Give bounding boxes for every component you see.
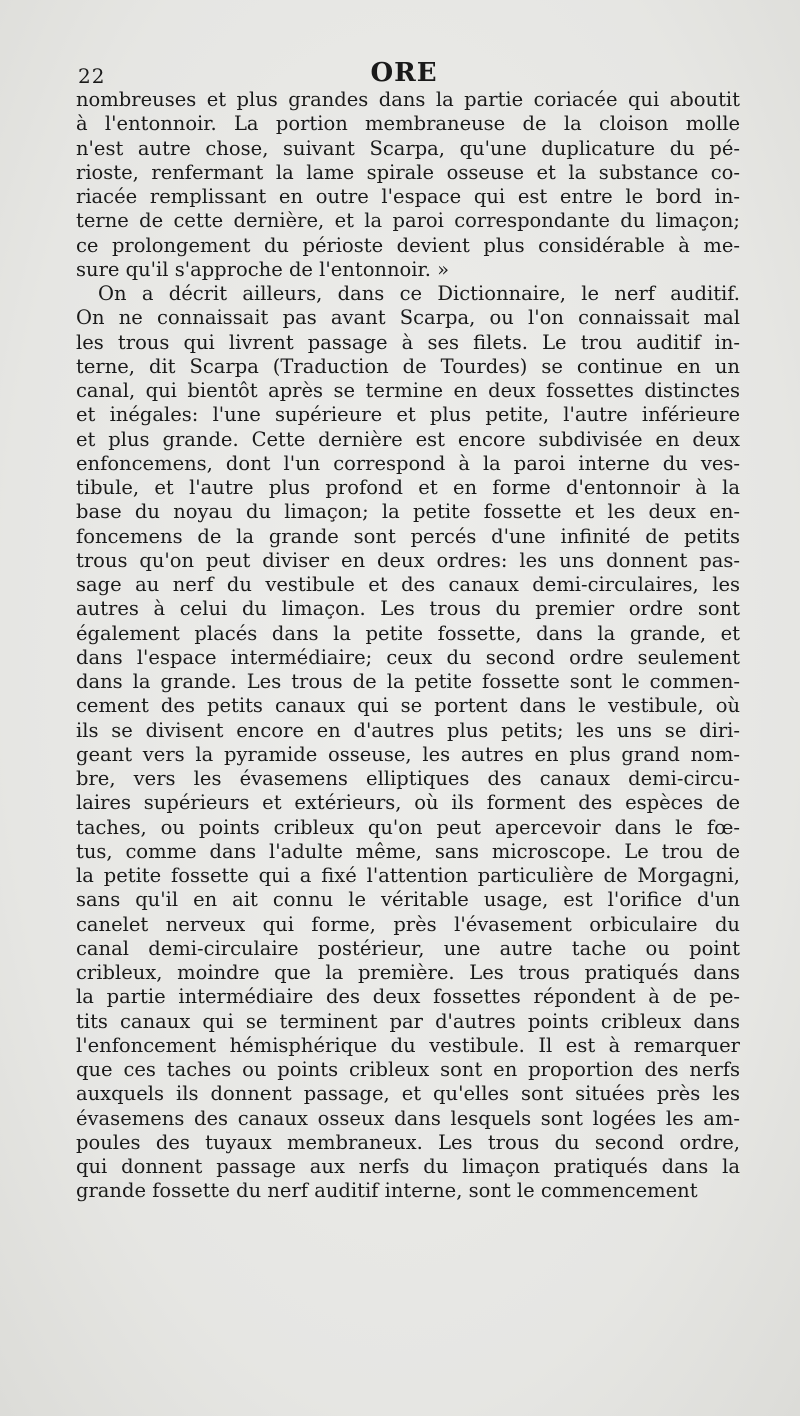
text-line: foncemens de la grande sont percés d'une infinité de petits [76,524,740,548]
text-line: trous qu'on peut diviser en deux ordres: les uns donnent pas- [76,548,740,572]
text-line: qui donnent passage aux nerfs du limaçon pratiqués dans la [76,1155,740,1178]
text-line: enfoncemens, dont l'un correspond à la paroi interne du ves- [76,451,740,475]
text-line: base du noyau du limaçon; la petite fossette et les deux en- [76,500,740,524]
text-line: nombreuses et plus grandes dans la partie coriacée qui aboutit [76,88,740,111]
text-line: les trous qui livrent passage à ses filets. Le trou auditif in- [76,330,740,354]
text-line: canal, qui bientôt après se termine en deux fossettes distinctes [76,379,740,402]
text-line: grande fossette du nerf auditif interne, sont le commencement [76,1179,698,1203]
text-line: et inégales: l'une supérieure et plus petite, l'autre inférieure [76,403,740,427]
text-line: également placés dans la petite fossette, dans la grande, et [76,621,740,645]
text-line: l'enfoncement hémisphérique du vestibule. Il est à remarquer [76,1033,740,1057]
text-line: cribleux, moindre que la première. Les trous pratiqués dans [76,961,740,984]
text-line: ce prolongement du périoste devient plus considérable à me- [76,233,740,257]
text-line: sage au nerf du vestibule et des canaux demi-circulaires, les [76,573,740,596]
text-line: que ces taches ou points cribleux sont en proportion des nerfs [76,1058,740,1081]
text-line: geant vers la pyramide osseuse, les autres en plus grand nom- [76,742,740,766]
page-header [70,58,738,88]
page-number: 22 [78,64,106,88]
text-line: n'est autre chose, suivant Scarpa, qu'une duplicature du pé- [76,136,740,160]
text-line: autres à celui du limaçon. Les trous du premier ordre sont [76,597,740,621]
text-line: évasemens des canaux osseux dans lesquels sont logées les am- [76,1106,740,1130]
text-line: cement des petits canaux qui se portent dans le vestibule, où [76,694,740,718]
text-line: sure qu'il s'approche de l'entonnoir. » [76,257,450,281]
text-line: tibule, et l'autre plus profond et en forme d'entonnoir à la [76,476,740,499]
text-line: riacée remplissant en outre l'espace qui est entre le bord in- [76,185,740,208]
text-line: terne de cette dernière, et la paroi correspondante du limaçon; [76,209,740,233]
text-line: à l'entonnoir. La portion membraneuse de la cloison molle [76,112,740,136]
text-line: On ne connaissait pas avant Scarpa, ou l'on connaissait mal [76,306,740,330]
text-line: la petite fossette qui a fixé l'attention particulière de Morgagni, [76,864,740,887]
text-line: tits canaux qui se terminent par d'autres points cribleux dans [76,1009,740,1033]
text-line: et plus grande. Cette dernière est encore subdivisée en deux [76,427,740,451]
text-line: dans la grande. Les trous de la petite fossette sont le commen- [76,670,740,693]
text-line: tus, comme dans l'adulte même, sans microscope. Le trou de [76,839,740,863]
text-line: canelet nerveux qui forme, près l'évasement orbiculaire du [76,912,740,936]
running-head: ORE [370,58,438,88]
text-line: laires supérieurs et extérieurs, où ils forment des espèces de [76,791,740,815]
paragraph-1 [76,88,740,282]
text-line: ils se divisent encore en d'autres plus petits; les uns se diri- [76,718,740,742]
paragraph-2 [76,282,740,1204]
text-line: canal demi-circulaire postérieur, une autre tache ou point [76,936,740,960]
text-line: rioste, renfermant la lame spirale osseuse et la substance co- [76,160,740,184]
text-line: bre, vers les évasemens elliptiques des canaux demi-circu- [76,767,740,790]
text-line: dans l'espace intermédiaire; ceux du second ordre seulement [76,645,740,669]
text-line: taches, ou points cribleux qu'on peut apercevoir dans le fœ- [76,815,740,839]
text-line: sans qu'il en ait connu le véritable usage, est l'orifice d'un [76,888,740,912]
body-text [76,88,740,1204]
text-line: poules des tuyaux membraneux. Les trous du second ordre, [76,1130,740,1154]
text-line: On a décrit ailleurs, dans ce Dictionnaire, le nerf auditif. [98,282,740,305]
text-line: la partie intermédiaire des deux fossettes répondent à de pe- [76,985,740,1009]
text-line: terne, dit Scarpa (Traduction de Tourdes) se continue en un [76,354,740,378]
text-line: auxquels ils donnent passage, et qu'elles sont situées près les [76,1082,740,1106]
